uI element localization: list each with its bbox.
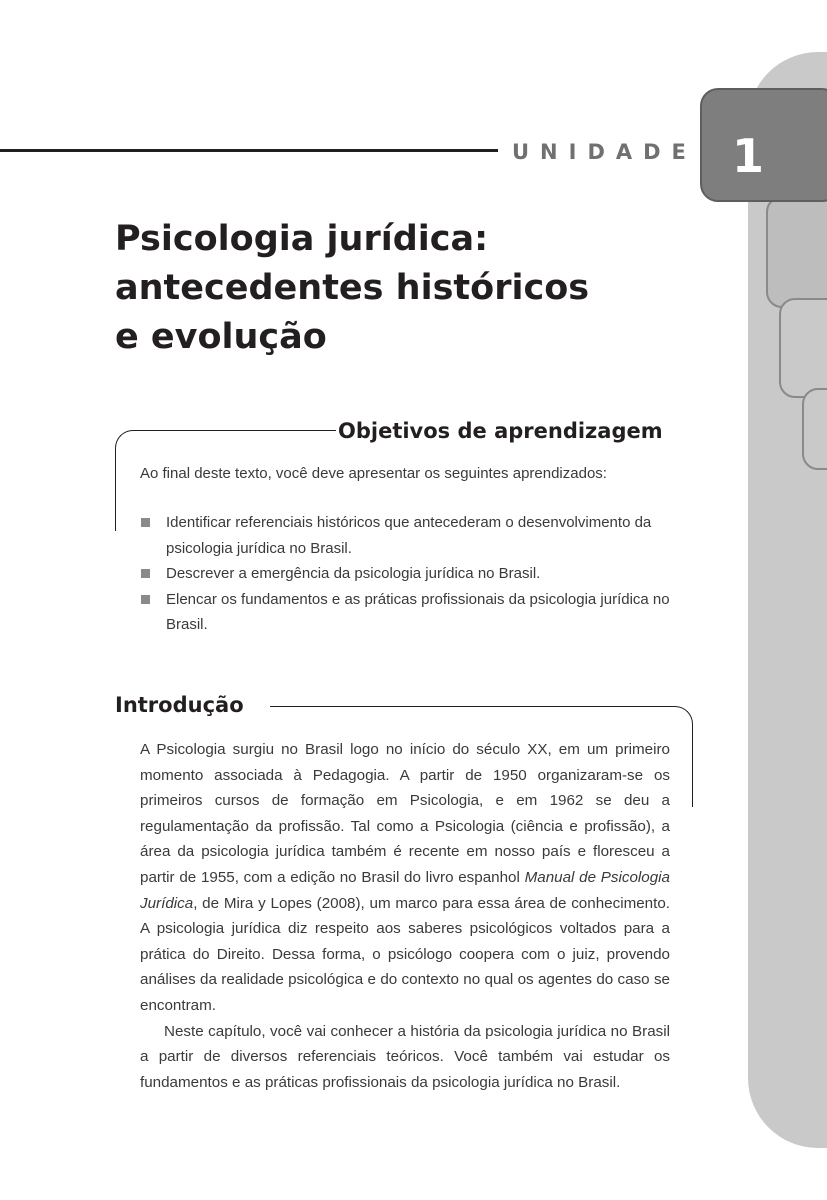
chapter-title-line: e evolução: [115, 317, 327, 357]
objective-item: [138, 587, 678, 638]
objective-text: Descrever a emergência da psicologia jurídica no Brasil.: [166, 565, 541, 582]
chapter-title-line: antecedentes históricos: [115, 268, 590, 308]
square-bullet-icon: [141, 518, 150, 527]
side-tab-step: [766, 196, 827, 308]
chapter-title: [115, 215, 675, 362]
side-tab-step: [779, 298, 827, 398]
unit-label: UNIDADE: [512, 140, 697, 164]
unit-number: 1: [731, 129, 764, 183]
objectives-heading: Objetivos de aprendizagem: [338, 419, 663, 443]
objectives-intro: Ao final deste texto, você deve apresentar os seguintes aprendizados:: [140, 465, 607, 482]
objective-item: [138, 510, 678, 561]
unit-header-rule: [0, 149, 498, 152]
introduction-body: [140, 737, 670, 1095]
introduction-paragraph: [140, 737, 670, 1019]
side-tab-step: [802, 388, 827, 470]
square-bullet-icon: [141, 595, 150, 604]
introduction-heading: Introdução: [115, 693, 244, 717]
introduction-paragraph: Neste capítulo, você vai conhecer a história da psicologia jurídica no Brasil a partir de diversos referenciais teóricos. Você também vai estudar os fundamentos e as práticas profissionais da psicologia jurídica no Brasil.: [140, 1022, 670, 1091]
objective-text: Elencar os fundamentos e as práticas profissionais da psicologia jurídica no Brasil.: [166, 590, 670, 633]
objective-item: [138, 561, 678, 587]
objectives-list: [138, 510, 678, 638]
paragraph-text: , de Mira y Lopes (2008), um marco para essa área de conhecimento. A psicologia jurídica diz respeito aos saberes psicológicos voltados para a prática do Direito. Dessa forma, o psicólogo coopera com o juiz, provendo análises da realidade psicológica e do contexto no qual os agentes do caso se encontram.: [140, 894, 670, 1014]
chapter-title-line: Psicologia jurídica:: [115, 219, 489, 259]
objective-text: Identificar referenciais históricos que antecederam o desenvolvimento da psicologia jurídica no Brasil.: [166, 514, 652, 557]
square-bullet-icon: [141, 569, 150, 578]
book-title: Manual de Psicologia Jurídica: [140, 868, 670, 912]
paragraph-text: A Psicologia surgiu no Brasil logo no início do século XX, em um primeiro momento associada à Pedagogia. A partir de 1950 organizaram-se os primeiros cursos de formação em Psicologia, e em 1962 se deu a regulamentação da profissão. Tal como a Psicologia (ciência e profissão), a área da psicologia jurídica também é recente em nosso país e floresceu a partir de 1955, com a edição no Brasil do livro espanhol: [140, 741, 670, 886]
